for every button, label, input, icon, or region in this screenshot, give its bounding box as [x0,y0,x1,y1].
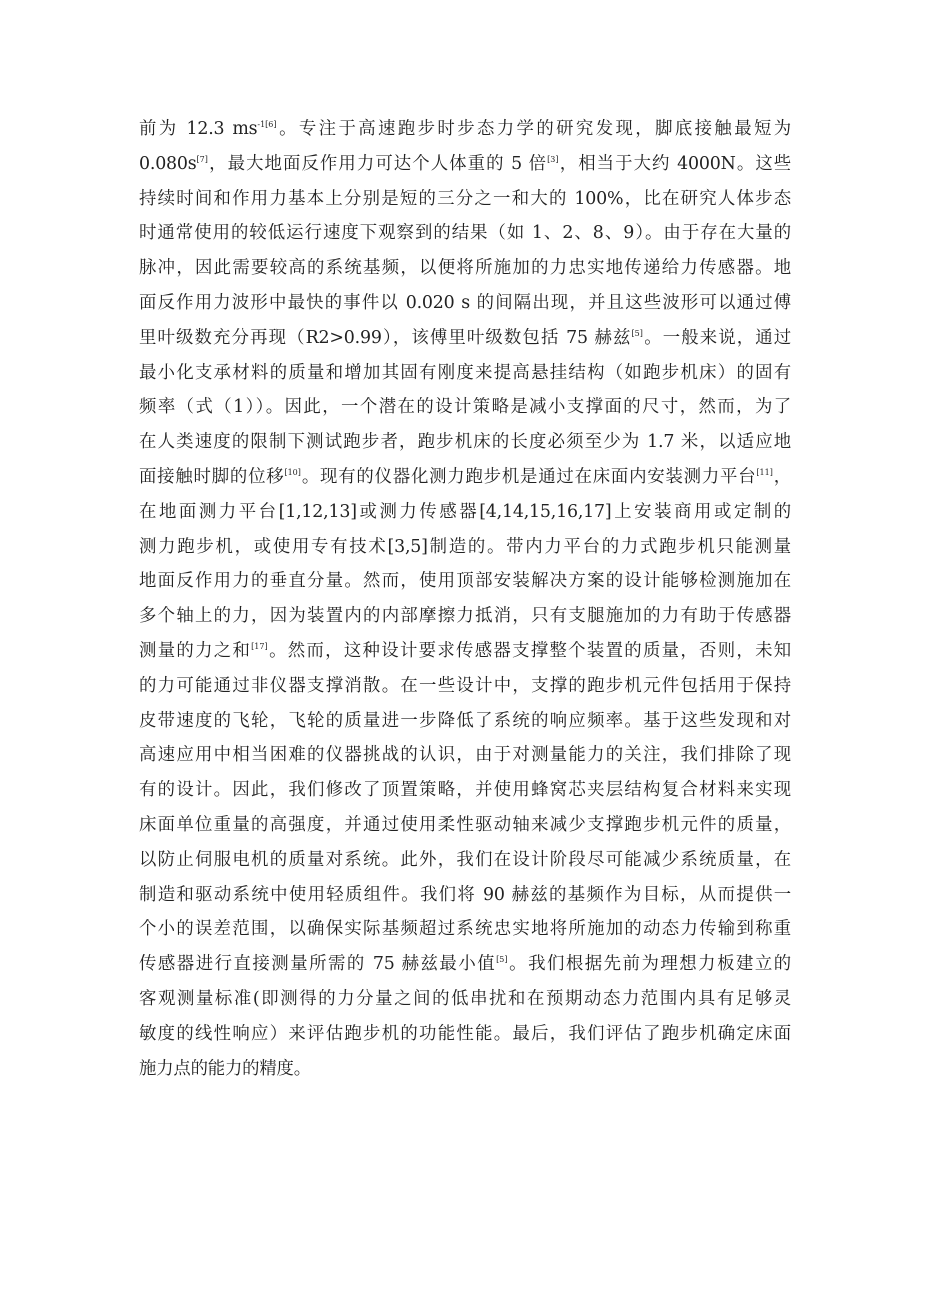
text-run: ，最大地面反作用力可达个人体重的 5 倍 [207,153,548,174]
text-run: ， [772,466,791,487]
text-run: 以防止伺服电机的质量对系统。此外，我们在设计阶段尽可能减少系统质量，在 [139,849,791,870]
text-run: 的力可能通过非仪器支撑消散。在一些设计中，支撑的跑步机元件包括用于保持 [139,675,791,696]
text-line [139,599,791,634]
text-line [139,182,791,217]
text-run: 脉冲，因此需要较高的系统基频，以便将所施加的力忠实地传递给力传感器。地 [139,258,791,279]
text-line [139,216,791,251]
text-line [139,390,791,425]
text-line [139,669,791,704]
text-run: 在人类速度的限制下测试跑步者，跑步机床的长度必须至少为 1.7 米，以适应地 [139,432,791,453]
text-run: 最小化支承材料的质量和增加其固有刚度来提高悬挂结构（如跑步机床）的固有 [139,362,791,383]
text-line [139,634,791,669]
text-run: 皮带速度的飞轮，飞轮的质量进一步降低了系统的响应频率。基于这些发现和对 [139,710,791,731]
text-run: 前为 12.3 ms [139,119,258,139]
text-run: 在地面测力平台[1,12,13]或测力传感器[4,14,15,16,17]上安装商用或定制的 [139,501,791,522]
text-run: 床面单位重量的高强度，并通过使用柔性驱动轴来减少支撑跑步机元件的质量， [139,814,791,835]
text-run: 持续时间和作用力基本上分别是短的三分之一和大的 100%，比在研究人体步态 [139,188,791,209]
text-line [139,738,791,773]
text-run: 面反作用力波形中最快的事件以 0.020 s 的间隔出现，并且这些波形可以通过傅 [139,292,791,313]
text-run: 高速应用中相当困难的仪器挑战的认识，由于对测量能力的关注，我们排除了现 [139,745,791,766]
text-run: 测量的力之和 [139,640,252,661]
text-run: 个小的误差范围，以确保实际基频超过系统忠实地将所施加的动态力传输到称重 [139,919,791,940]
text-run: 。专注于高速跑步时步态力学的研究发现，脚底接触最短为 [276,119,791,139]
text-line [139,356,791,391]
body-paragraph [139,112,791,1086]
text-run: 客观测量标准(即测得的力分量之间的低串扰和在预期动态力范围内具有足够灵 [139,988,791,1009]
text-line [139,704,791,739]
text-line [139,425,791,460]
text-line [139,912,791,947]
text-line [139,808,791,843]
text-line [139,843,791,878]
text-run: 多个轴上的力，因为装置内的内部摩擦力抵消，只有支腿施加的力有助于传感器 [139,606,791,627]
text-line [139,112,791,147]
text-line [139,147,791,182]
citation-superscript: -1[6] [257,120,277,130]
text-run: 。一般来说，通过 [642,327,791,348]
text-run: ，相当于大约 4000N。这些 [558,153,791,174]
citation-superscript: [3] [547,155,559,164]
text-line [139,878,791,913]
text-run: 制造和驱动系统中使用轻质组件。我们将 90 赫兹的基频作为目标，从而提供一 [139,884,791,905]
text-run: 面接触时脚的位移 [139,466,285,487]
text-run: 频率（式（1））。因此，一个潜在的设计策略是减小支撑面的尺寸，然而，为了 [139,397,791,418]
text-run: 0.080s [139,153,197,174]
text-line [139,564,791,599]
text-line [139,947,791,982]
text-line [139,530,791,565]
text-run: 传感器进行直接测量所需的 75 赫兹最小值 [139,954,497,975]
text-line [139,1017,791,1052]
text-line [139,321,791,356]
text-run: 施力点的能力的精度。 [139,1058,311,1079]
citation-superscript: [11] [756,468,773,478]
citation-superscript: [10] [284,468,301,478]
text-run: 地面反作用力的垂直分量。然而，使用顶部安装解决方案的设计能够检测施加在 [139,571,791,592]
citation-superscript: [5] [496,955,508,965]
text-line [139,286,791,321]
citation-superscript: [7] [196,155,208,164]
text-run: 。现有的仪器化测力跑步机是通过在床面内安装测力平台 [300,466,757,487]
text-line [139,251,791,286]
text-line [139,773,791,808]
text-run: 时通常使用的较低运行速度下观察到的结果（如 1、2、8、9）。由于存在大量的 [139,223,791,244]
citation-superscript: [17] [251,642,268,652]
citation-superscript: [5] [631,328,643,338]
text-line [139,1052,791,1087]
text-run: 有的设计。因此，我们修改了顶置策略，并使用蜂窝芯夹层结构复合材料来实现 [139,780,791,801]
text-run: 。然而，这种设计要求传感器支撑整个装置的质量，否则，未知 [267,640,791,661]
text-line [139,982,791,1017]
text-line [139,460,791,495]
text-run: 。我们根据先前为理想力板建立的 [507,954,791,975]
text-run: 里叶级数充分再现（R2>0.99），该傅里叶级数包括 75 赫兹 [139,327,632,348]
text-line [139,495,791,530]
text-run: 敏度的线性响应）来评估跑步机的功能性能。最后，我们评估了跑步机确定床面 [139,1023,791,1044]
text-run: 测力跑步机，或使用专有技术[3,5]制造的。带内力平台的力式跑步机只能测量 [139,536,791,557]
